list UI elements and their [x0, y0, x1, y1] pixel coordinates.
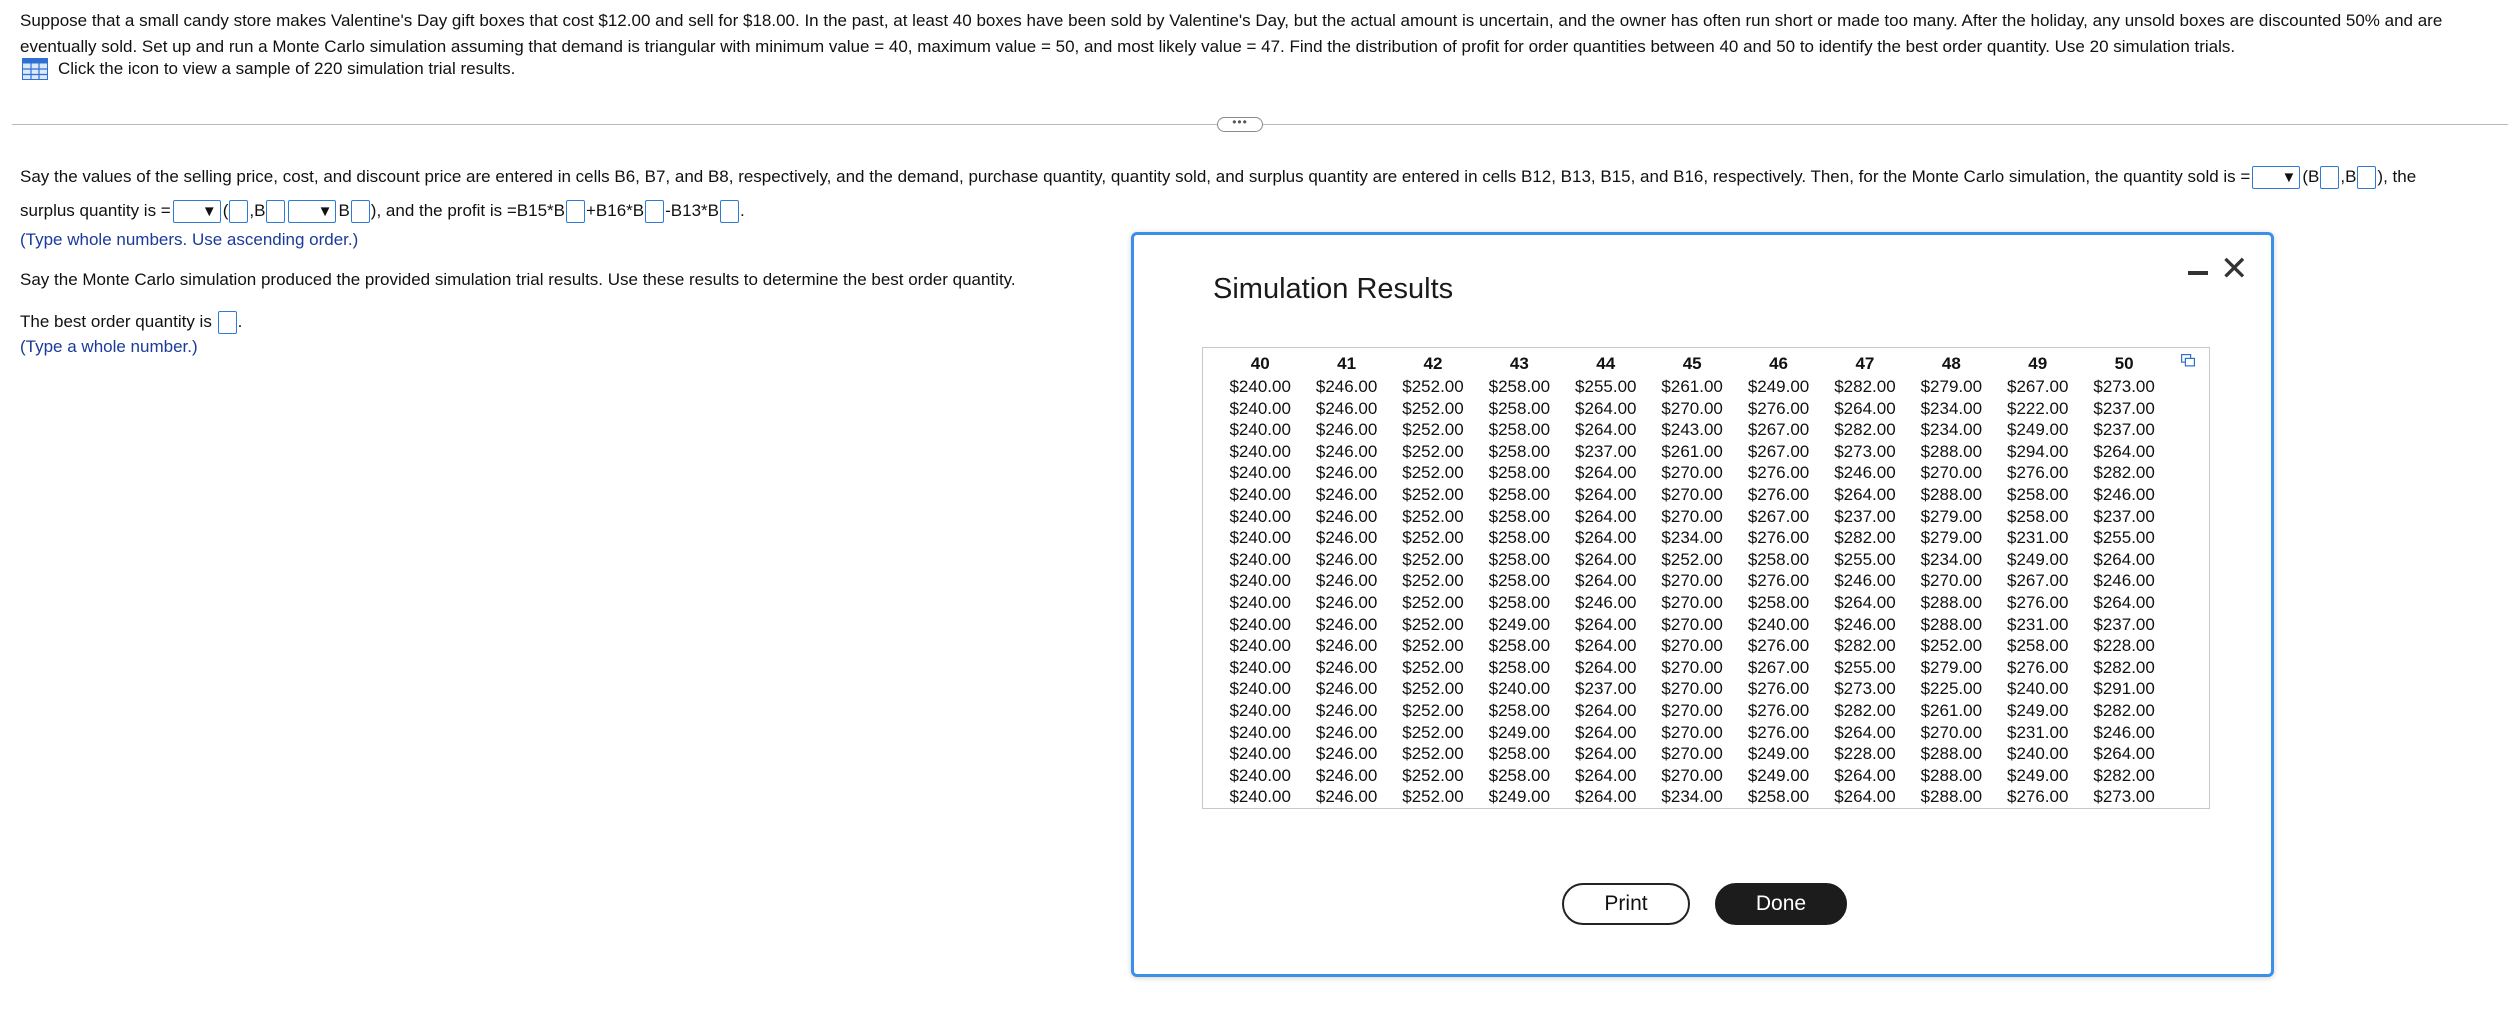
table-cell: $246.00: [1834, 614, 1896, 634]
table-cell: $240.00: [1229, 420, 1291, 440]
table-cell: $246.00: [1315, 636, 1378, 656]
table-cell: $264.00: [1834, 592, 1896, 612]
problem-statement: Suppose that a small candy store makes Valentine's Day gift boxes that cost $12.00 and sell for $18.00. In the past, at least 40 boxes have been sold by Valentine's Day, but the actual amount is uncertain, and the owner has often run short or made too many. After the holiday, any unsold boxes are discounted 50% and are eventually sold. Set up and run a Monte Carlo simulation assuming that demand is triangular with minimum value = 40, maximum value = 50, and most likely value = 47. Find the distribution of profit for order quantities between 40 and 50 to identify the best order quantity. Use 20 simulation trials.: [20, 11, 2443, 56]
table-cell: $246.00: [1315, 700, 1378, 720]
table-cell: $273.00: [1834, 441, 1896, 461]
table-cell: $255.00: [1834, 549, 1896, 569]
table-cell: $252.00: [1402, 636, 1464, 656]
table-row: [1217, 398, 2167, 420]
table-row: [1217, 549, 2167, 571]
text-fragment: (: [222, 201, 229, 220]
best-order-input[interactable]: [218, 311, 237, 334]
table-cell: $279.00: [1920, 506, 1983, 526]
table-cell: $246.00: [1315, 441, 1378, 461]
table-cell: $240.00: [1229, 765, 1291, 785]
table-row: [1217, 506, 2167, 528]
table-cell: $264.00: [1575, 657, 1637, 677]
surplus-label: surplus quantity is =: [20, 201, 171, 220]
table-cell: $234.00: [1920, 420, 1983, 440]
table-row: [1217, 376, 2167, 398]
table-cell: $252.00: [1402, 765, 1464, 785]
table-cell: $288.00: [1920, 744, 1983, 764]
table-cell: $240.00: [1229, 484, 1291, 504]
table-cell: $240.00: [1229, 549, 1291, 569]
table-cell: $240.00: [1229, 787, 1291, 807]
table-cell: $234.00: [1920, 549, 1983, 569]
table-cell: $264.00: [1575, 484, 1637, 504]
table-cell: $255.00: [2093, 528, 2155, 548]
table-row: [1217, 700, 2167, 722]
table-cell: $264.00: [1575, 398, 1637, 418]
table-cell: $249.00: [2006, 765, 2069, 785]
table-cell: $252.00: [1402, 506, 1464, 526]
profit-cell-2-input[interactable]: [645, 200, 664, 223]
table-cell: $258.00: [2006, 506, 2069, 526]
column-header: 48: [1941, 354, 1961, 374]
table-cell: $270.00: [1661, 636, 1723, 656]
best-order-line: [20, 309, 242, 335]
table-cell: $264.00: [1575, 744, 1637, 764]
expand-handle[interactable]: •••: [1217, 117, 1263, 132]
table-cell: $252.00: [1402, 441, 1464, 461]
table-cell: $258.00: [1488, 377, 1551, 396]
table-cell: $267.00: [1747, 506, 1810, 526]
table-cell: $249.00: [2006, 700, 2069, 720]
table-cell: $279.00: [1920, 528, 1983, 548]
table-cell: $246.00: [1315, 571, 1378, 591]
table-cell: $258.00: [1488, 484, 1551, 504]
table-cell: $258.00: [1488, 506, 1551, 526]
table-cell: $240.00: [1229, 657, 1291, 677]
table-cell: $288.00: [1920, 765, 1983, 785]
table-cell: $246.00: [1315, 506, 1378, 526]
table-cell: $279.00: [1920, 657, 1983, 677]
column-header: 40: [1250, 354, 1270, 374]
table-cell: $234.00: [1920, 398, 1983, 418]
table-cell: $264.00: [1575, 787, 1637, 807]
surplus-arg-1-input[interactable]: [229, 200, 248, 223]
table-cell: $258.00: [2006, 484, 2069, 504]
table-cell: $258.00: [1488, 571, 1551, 591]
table-cell: $249.00: [1747, 744, 1810, 764]
table-cell: $264.00: [1575, 636, 1637, 656]
table-cell: $279.00: [1920, 377, 1983, 396]
table-cell: $240.00: [1229, 398, 1291, 418]
results-table: [1217, 352, 2167, 808]
table-cell: $258.00: [1488, 398, 1551, 418]
table-cell: $237.00: [2093, 614, 2155, 634]
table-cell: $276.00: [2006, 657, 2069, 677]
sample-link-text[interactable]: Click the icon to view a sample of 220 simulation trial results.: [58, 59, 516, 78]
table-cell: $264.00: [1834, 484, 1896, 504]
table-row: [1217, 462, 2167, 484]
table-cell: $234.00: [1661, 787, 1723, 807]
simulation-instructions: Say the Monte Carlo simulation produced the provided simulation trial results. Use these results to determine the best order quantity.: [20, 270, 1016, 289]
table-row: [1217, 570, 2167, 592]
table-cell: $294.00: [2006, 441, 2069, 461]
quantity-sold-cell-2-input[interactable]: [2357, 166, 2376, 189]
table-cell: $261.00: [1661, 377, 1723, 396]
question-line-2: [20, 198, 745, 224]
table-cell: $258.00: [1747, 549, 1810, 569]
table-row: [1217, 657, 2167, 679]
table-cell: $240.00: [1747, 614, 1810, 634]
table-cell: $252.00: [1402, 420, 1464, 440]
table-cell: $264.00: [1575, 528, 1637, 548]
table-cell: $276.00: [2006, 463, 2069, 483]
table-cell: $252.00: [1402, 657, 1464, 677]
table-cell: $276.00: [1747, 679, 1810, 699]
table-cell: $258.00: [1747, 592, 1810, 612]
table-cell: $246.00: [1315, 463, 1378, 483]
copy-icon[interactable]: [2181, 354, 2195, 367]
table-cell: $252.00: [1402, 744, 1464, 764]
table-cell: $264.00: [1834, 722, 1896, 742]
table-cell: $258.00: [1488, 744, 1551, 764]
text-fragment: .: [237, 312, 243, 331]
quantity-sold-cell-1-input[interactable]: [2320, 166, 2339, 189]
table-cell: $246.00: [1315, 744, 1378, 764]
table-cell: $246.00: [1315, 722, 1378, 742]
table-cell: $246.00: [1315, 679, 1378, 699]
table-cell: $264.00: [1834, 765, 1896, 785]
table-cell: $276.00: [1747, 571, 1810, 591]
table-cell: $264.00: [2093, 744, 2155, 764]
table-cell: $258.00: [1488, 441, 1551, 461]
table-cell: $252.00: [1920, 636, 1983, 656]
table-cell: $246.00: [1315, 592, 1378, 612]
table-cell: $252.00: [1402, 614, 1464, 634]
table-cell: $222.00: [2006, 398, 2069, 418]
text-fragment: ,B: [2340, 167, 2357, 186]
table-cell: $240.00: [1229, 614, 1291, 634]
table-cell: $264.00: [1834, 787, 1896, 807]
table-cell: $240.00: [1229, 506, 1291, 526]
table-cell: $246.00: [1315, 614, 1378, 634]
table-cell: $258.00: [1488, 549, 1551, 569]
table-cell: $270.00: [1661, 722, 1723, 742]
table-header-row: [1217, 352, 2167, 376]
table-cell: $258.00: [1488, 420, 1551, 440]
table-cell: $237.00: [1834, 506, 1896, 526]
table-cell: $246.00: [2093, 571, 2155, 591]
table-cell: $240.00: [1229, 700, 1291, 720]
text-fragment: B: [338, 201, 350, 220]
table-cell: $249.00: [1747, 765, 1810, 785]
table-cell: $258.00: [2006, 636, 2069, 656]
table-cell: $258.00: [1488, 592, 1551, 612]
table-cell: $237.00: [2093, 420, 2155, 440]
table-cell: $270.00: [1661, 614, 1723, 634]
table-row: [1217, 614, 2167, 636]
column-header: 43: [1509, 354, 1529, 374]
text-fragment: (B: [2302, 167, 2320, 186]
table-cell: $249.00: [1488, 614, 1551, 634]
best-order-label: The best order quantity is: [20, 312, 212, 331]
table-cell: $264.00: [1575, 571, 1637, 591]
surplus-cell-2-input[interactable]: [351, 200, 370, 223]
table-cell: $270.00: [1661, 700, 1723, 720]
table-cell: $267.00: [2006, 571, 2069, 591]
table-cell: $291.00: [2093, 679, 2155, 699]
table-cell: $264.00: [1575, 765, 1637, 785]
table-cell: $231.00: [2006, 614, 2069, 634]
table-cell: $246.00: [1315, 377, 1378, 396]
table-cell: $264.00: [1575, 506, 1637, 526]
table-cell: $264.00: [1575, 463, 1637, 483]
minimize-icon[interactable]: [2188, 271, 2208, 275]
table-cell: $243.00: [1661, 420, 1723, 440]
table-cell: $258.00: [1488, 700, 1551, 720]
table-row: [1217, 765, 2167, 787]
table-cell: $255.00: [1575, 377, 1637, 396]
table-cell: $270.00: [1661, 484, 1723, 504]
text-fragment: .: [740, 201, 745, 220]
column-header: 46: [1769, 354, 1788, 374]
table-cell: $258.00: [1488, 636, 1551, 656]
table-cell: $252.00: [1402, 592, 1464, 612]
sample-link[interactable]: [22, 58, 515, 80]
table-cell: $276.00: [1747, 484, 1810, 504]
table-cell: $252.00: [1402, 700, 1464, 720]
table-cell: $237.00: [2093, 506, 2155, 526]
table-cell: $252.00: [1402, 549, 1464, 569]
table-cell: $270.00: [1661, 463, 1723, 483]
table-cell: $246.00: [2093, 722, 2155, 742]
table-cell: $270.00: [1920, 722, 1983, 742]
table-cell: $264.00: [1575, 420, 1637, 440]
table-cell: $246.00: [1315, 787, 1378, 807]
quantity-sold-function-dropdown[interactable]: [2252, 166, 2300, 189]
table-cell: $228.00: [2093, 636, 2155, 656]
print-button[interactable]: Print: [1562, 883, 1690, 925]
table-cell: $258.00: [1488, 657, 1551, 677]
table-cell: $255.00: [1834, 657, 1896, 677]
table-cell: $252.00: [1661, 549, 1723, 569]
table-cell: $270.00: [1920, 571, 1983, 591]
table-cell: $270.00: [1661, 506, 1723, 526]
table-cell: $246.00: [1315, 549, 1378, 569]
table-cell: $237.00: [1575, 441, 1637, 461]
table-cell: $273.00: [1834, 679, 1896, 699]
table-cell: $240.00: [1229, 377, 1291, 396]
column-header: 41: [1337, 354, 1357, 374]
table-cell: $267.00: [1747, 657, 1810, 677]
table-cell: $258.00: [1488, 463, 1551, 483]
table-cell: $264.00: [1575, 700, 1637, 720]
table-cell: $264.00: [1575, 549, 1637, 569]
results-table-container: [1202, 347, 2210, 809]
table-cell: $264.00: [2093, 549, 2155, 569]
table-cell: $249.00: [1488, 787, 1551, 807]
table-cell: $276.00: [1747, 398, 1810, 418]
table-cell: $240.00: [1229, 463, 1291, 483]
table-cell: $246.00: [1315, 398, 1378, 418]
table-cell: $270.00: [1661, 765, 1723, 785]
table-cell: $270.00: [1661, 592, 1723, 612]
table-cell: $252.00: [1402, 398, 1464, 418]
text-fragment: ), and the profit is =B15*B: [370, 201, 565, 220]
table-cell: $246.00: [1834, 463, 1896, 483]
question-line-1: [20, 164, 2416, 190]
close-icon[interactable]: ✕: [2220, 250, 2249, 288]
table-row: [1217, 592, 2167, 614]
table-cell: $273.00: [2093, 377, 2155, 396]
hint-whole-number: (Type a whole number.): [20, 337, 198, 356]
profit-cell-3-input[interactable]: [720, 200, 739, 223]
table-row: [1217, 419, 2167, 441]
table-cell: $246.00: [1834, 571, 1896, 591]
table-cell: $240.00: [2006, 744, 2069, 764]
table-cell: $288.00: [1920, 614, 1983, 634]
table-cell: $252.00: [1402, 787, 1464, 807]
table-cell: $267.00: [2006, 377, 2069, 396]
table-cell: $267.00: [1747, 441, 1810, 461]
table-cell: $282.00: [1834, 528, 1896, 548]
table-grid-icon[interactable]: [22, 58, 48, 80]
table-cell: $240.00: [2006, 679, 2069, 699]
table-cell: $246.00: [1315, 484, 1378, 504]
column-header: 47: [1855, 354, 1875, 374]
table-cell: $252.00: [1402, 484, 1464, 504]
done-button[interactable]: Done: [1715, 883, 1847, 925]
table-row: [1217, 743, 2167, 765]
table-cell: $276.00: [1747, 722, 1810, 742]
table-cell: $282.00: [1834, 377, 1896, 396]
table-cell: $270.00: [1661, 679, 1723, 699]
table-row: [1217, 786, 2167, 808]
table-cell: $264.00: [2093, 441, 2155, 461]
table-cell: $282.00: [1834, 636, 1896, 656]
table-cell: $231.00: [2006, 528, 2069, 548]
table-cell: $270.00: [1661, 398, 1723, 418]
question-text: Say the values of the selling price, cost, and discount price are entered in cells B6, B7, and B8, respectively, and the demand, purchase quantity, quantity sold, and surplus quantity are entered in cells B12, B13, B15, and B16, respectively. Then, for the Monte Carlo simulation, the quantity sold is =: [20, 167, 2251, 186]
table-row: [1217, 441, 2167, 463]
table-cell: $237.00: [2093, 398, 2155, 418]
column-header: 45: [1682, 354, 1702, 374]
table-cell: $270.00: [1920, 463, 1983, 483]
table-cell: $234.00: [1661, 528, 1723, 548]
table-cell: $240.00: [1229, 441, 1291, 461]
column-header: 42: [1423, 354, 1443, 374]
table-body: [1217, 376, 2167, 808]
table-cell: $237.00: [1575, 679, 1637, 699]
table-cell: $252.00: [1402, 528, 1464, 548]
table-cell: $258.00: [1488, 765, 1551, 785]
table-cell: $240.00: [1488, 679, 1551, 699]
table-cell: $261.00: [1661, 441, 1723, 461]
surplus-function-dropdown[interactable]: [173, 200, 221, 223]
table-cell: $249.00: [2006, 549, 2069, 569]
table-cell: $264.00: [2093, 592, 2155, 612]
table-cell: $276.00: [1747, 528, 1810, 548]
table-cell: $252.00: [1402, 722, 1464, 742]
table-cell: $270.00: [1661, 657, 1723, 677]
table-cell: $288.00: [1920, 484, 1983, 504]
table-cell: $282.00: [2093, 657, 2155, 677]
surplus-cell-1-input[interactable]: [266, 200, 285, 223]
table-cell: $246.00: [1575, 592, 1637, 612]
table-cell: $252.00: [1402, 679, 1464, 699]
table-row: [1217, 635, 2167, 657]
table-cell: $252.00: [1402, 463, 1464, 483]
table-row: [1217, 484, 2167, 506]
table-cell: $246.00: [1315, 765, 1378, 785]
table-row: [1217, 527, 2167, 549]
table-cell: $264.00: [1575, 614, 1637, 634]
table-cell: $246.00: [1315, 657, 1378, 677]
table-cell: $282.00: [2093, 700, 2155, 720]
table-cell: $246.00: [2093, 484, 2155, 504]
column-header: 44: [1596, 354, 1616, 374]
table-cell: $282.00: [2093, 463, 2155, 483]
table-cell: $276.00: [1747, 636, 1810, 656]
table-cell: $264.00: [1834, 398, 1896, 418]
table-cell: $240.00: [1229, 571, 1291, 591]
table-cell: $246.00: [1315, 528, 1378, 548]
table-row: [1217, 678, 2167, 700]
table-cell: $273.00: [2093, 787, 2155, 807]
simulation-results-dialog: [1131, 232, 2274, 977]
table-cell: $258.00: [1488, 528, 1551, 548]
table-cell: $252.00: [1402, 377, 1464, 396]
table-cell: $276.00: [2006, 592, 2069, 612]
table-cell: $228.00: [1834, 744, 1896, 764]
table-cell: $258.00: [1747, 787, 1810, 807]
table-cell: $264.00: [1575, 722, 1637, 742]
text-fragment: ,B: [249, 201, 266, 220]
table-cell: $267.00: [1747, 420, 1810, 440]
profit-cell-1-input[interactable]: [566, 200, 585, 223]
table-cell: $276.00: [1747, 463, 1810, 483]
table-cell: $225.00: [1920, 679, 1983, 699]
column-header: 50: [2114, 354, 2134, 374]
table-cell: $288.00: [1920, 592, 1983, 612]
table-cell: $240.00: [1229, 636, 1291, 656]
table-row: [1217, 722, 2167, 744]
table-cell: $276.00: [2006, 787, 2069, 807]
table-cell: $240.00: [1229, 744, 1291, 764]
text-fragment: +B16*B: [586, 201, 645, 220]
table-cell: $252.00: [1402, 571, 1464, 591]
table-cell: $282.00: [1834, 700, 1896, 720]
table-cell: $261.00: [1920, 700, 1983, 720]
hint-ascending: (Type whole numbers. Use ascending order.): [20, 230, 359, 249]
table-cell: $270.00: [1661, 744, 1723, 764]
table-cell: $240.00: [1229, 592, 1291, 612]
text-fragment: ), the: [2377, 167, 2417, 186]
table-cell: $231.00: [2006, 722, 2069, 742]
table-cell: $288.00: [1920, 441, 1983, 461]
table-cell: $249.00: [1488, 722, 1551, 742]
column-header: 49: [2028, 354, 2048, 374]
table-cell: $282.00: [2093, 765, 2155, 785]
surplus-operator-dropdown[interactable]: [288, 200, 336, 223]
text-fragment: -B13*B: [665, 201, 720, 220]
dialog-title: Simulation Results: [1213, 273, 1454, 305]
table-cell: $240.00: [1229, 679, 1291, 699]
table-cell: $240.00: [1229, 528, 1291, 548]
table-cell: $270.00: [1661, 571, 1723, 591]
table-cell: $240.00: [1229, 722, 1291, 742]
table-cell: $282.00: [1834, 420, 1896, 440]
table-cell: $246.00: [1315, 420, 1378, 440]
table-cell: $288.00: [1920, 787, 1983, 807]
table-cell: $249.00: [2006, 420, 2069, 440]
table-cell: $249.00: [1747, 377, 1810, 396]
table-cell: $276.00: [1747, 700, 1810, 720]
